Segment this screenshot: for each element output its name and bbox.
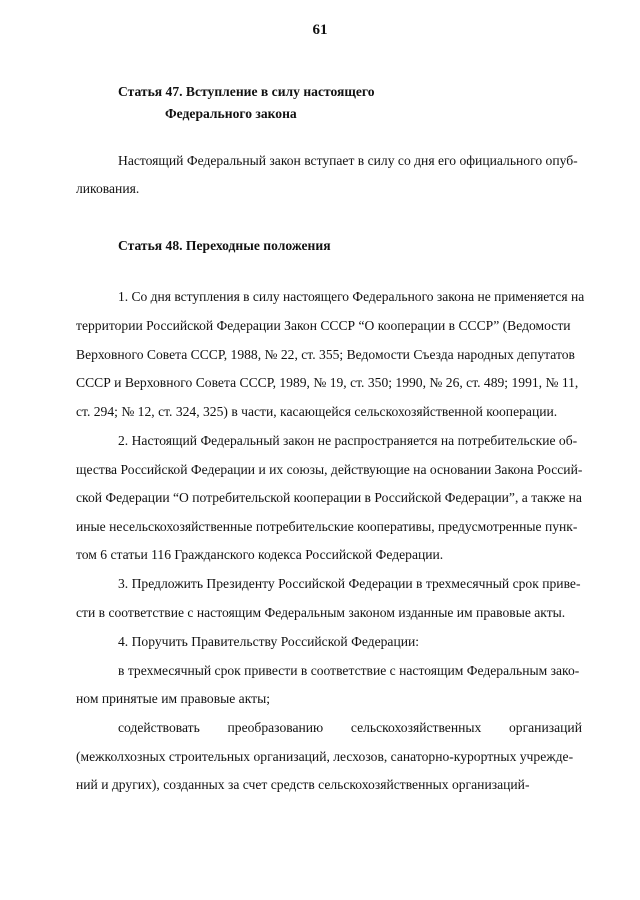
- paragraph-3-line: 3. Предложить Президенту Российской Федерации в трехмесячный срок приве-: [118, 576, 581, 591]
- paragraph-1-line: 1. Со дня вступления в силу настоящего Федерального закона не применяется на: [118, 289, 585, 304]
- paragraph-4a-line: ном принятые им правовые акты;: [76, 691, 270, 706]
- page-number: 61: [312, 22, 328, 38]
- article-47-text-line1: Настоящий Федеральный закон вступает в силу со дня его официального опуб-: [118, 153, 578, 168]
- paragraph-1-line: Верховного Совета СССР, 1988, № 22, ст. 355; Ведомости Съезда народных депутатов: [76, 347, 575, 362]
- paragraph-4b-word: преобразованию: [227, 720, 324, 735]
- paragraph-1-line: СССР и Верховного Совета СССР, 1989, № 19, ст. 350; 1990, № 26, ст. 489; 1991, № 11,: [76, 375, 579, 390]
- article-48-heading: Статья 48. Переходные положения: [118, 238, 331, 253]
- article-47-heading-line2: Федерального закона: [165, 106, 297, 121]
- paragraph-4b-line3: ний и других), созданных за счет средств сельскохозяйственных организаций-: [76, 777, 530, 792]
- paragraph-2-line: 2. Настоящий Федеральный закон не распространяется на потребительские об-: [118, 433, 578, 448]
- paragraph-4b-line1: [118, 720, 582, 736]
- paragraph-2-line: иные несельскохозяйственные потребительские кооперативы, предусмотренные пунк-: [76, 519, 578, 534]
- paragraph-4b-word: сельскохозяйственных: [350, 720, 482, 735]
- paragraph-4b-word: организаций: [508, 720, 582, 735]
- article-47-text-line2: ликования.: [76, 181, 140, 196]
- article-47-heading-line1: Статья 47. Вступление в силу настоящего: [118, 84, 375, 99]
- paragraph-2-line: щества Российской Федерации и их союзы, действующие на основании Закона Россий-: [76, 462, 583, 477]
- paragraph-4b-word: содействовать: [118, 720, 200, 735]
- paragraph-4a-line: в трехмесячный срок привести в соответствие с настоящим Федеральным зако-: [118, 663, 580, 678]
- paragraph-1-line: ст. 294; № 12, ст. 324, 325) в части, касающейся сельскохозяйственной кооперации.: [76, 404, 558, 419]
- paragraph-2-line: том 6 статьи 116 Гражданского кодекса Российской Федерации.: [76, 547, 444, 562]
- paragraph-1-line: территории Российской Федерации Закон СССР “О кооперации в СССР” (Ведомости: [76, 318, 571, 333]
- paragraph-4b-line2: (межколхозных строительных организаций, лесхозов, санаторно-курортных учрежде-: [76, 749, 574, 764]
- paragraph-2-line: ской Федерации “О потребительской кооперации в Российской Федерации”, а также на: [76, 490, 582, 505]
- paragraph-3-line: сти в соответствие с настоящим Федеральным законом изданные им правовые акты.: [76, 605, 566, 620]
- paragraph-4-intro: 4. Поручить Правительству Российской Федерации:: [118, 634, 420, 649]
